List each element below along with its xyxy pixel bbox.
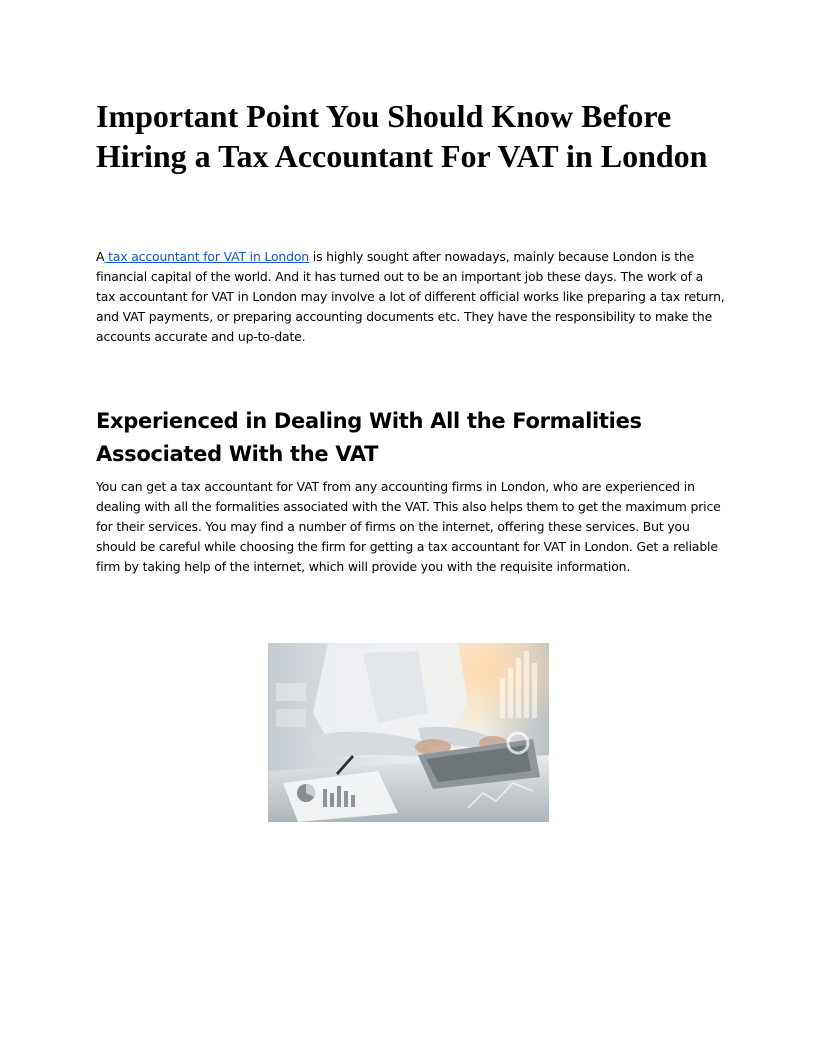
section-paragraph: You can get a tax accountant for VAT from any accounting firms in London, who are experienced in dealing with all the formalities associated with the VAT. This also helps them to get the maximum price for their services. You may find a number of firms on the internet, offering these services. But you should be careful while choosing the firm for getting a tax accountant for VAT in London. Get a reliable firm by taking help of the internet, which will provide you with the requisite information. <box>96 479 721 574</box>
page-title: Important Point You Should Know Before Hiring a Tax Accountant For VAT in London <box>96 98 708 174</box>
intro-paragraph <box>96 247 726 347</box>
section-heading: Experienced in Dealing With All the Formalities Associated With the VAT <box>96 409 642 466</box>
intro-prefix: A <box>96 249 105 264</box>
tax-accountant-link[interactable]: tax accountant for VAT in London <box>104 249 309 264</box>
intro-text: is highly sought after nowadays, mainly because London is the financial capital of the world. And it has turned out to be an important job these days. The work of a tax accountant for VAT in London may involve a lot of different official works like preparing a tax return, and VAT payments, or preparing accounting documents etc. They have the responsibility to make the accounts accurate and up-to-date. <box>96 249 725 344</box>
accountant-photo <box>268 643 549 822</box>
